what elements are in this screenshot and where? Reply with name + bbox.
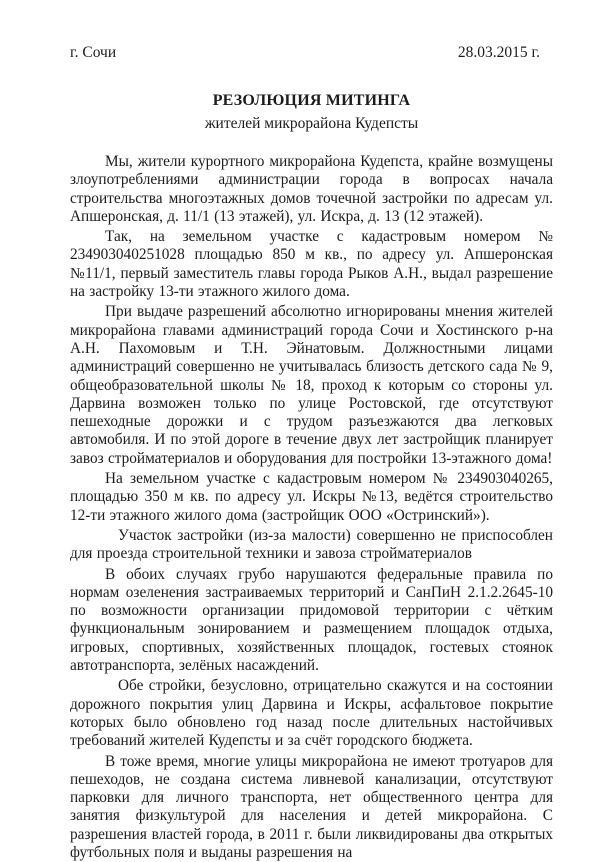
paragraph-4: На земельном участке с кадастровым номером № 234903040265, площадью 350 м кв. по адресу ул. Искры №13, ведётся строительство 12-ти этажного жилого дома (застройщик ООО «Остринский»).	[70, 470, 553, 525]
document-subtitle: жителей микрорайона Кудепсты	[70, 114, 553, 133]
document-body	[70, 153, 553, 862]
paragraph-2: Так, на земельном участке с кадастровым номером № 234903040251028 площадью 850 м кв., по адресу ул. Апшеронская №11/1, первый заместитель главы города Рыков А.Н., выдал разрешение на застройку 13-ти этажного жилого дома.	[70, 228, 553, 301]
header-date: 28.03.2015 г.	[458, 44, 540, 62]
document-title: РЕЗОЛЮЦИЯ МИТИНГА	[70, 91, 553, 110]
paragraph-3: При выдаче разрешений абсолютно игнорированы мнения жителей микрорайона главами администраций города Сочи и Хостинского р-на А.Н. Пахомовым и Т.Н. Эйнатовым. Должностными лицами администраций совершенно не учитывалась близость детского сада № 9, общеобразовательной школы № 18, проход к которым со стороны ул. Дарвина возможен только по улице Ростовской, где отсутствуют пешеходные дорожки и с трудом разъезжаются два легковых автомобиля. И по этой дороге в течение двух лет застройщик планирует завоз стройматериалов и оборудования для постройки 13-этажного дома!	[70, 303, 553, 468]
paragraph-1: Мы, жители курортного микрорайона Кудепста, крайне возмущены злоупотреблениями администрации города в вопросах начала строительства многоэтажных домов точечной застройки по адресам ул. Апшеронская, д. 11/1 (13 этажей), ул. Искра, д. 13 (12 этажей).	[70, 153, 553, 226]
header-place: г. Сочи	[70, 44, 116, 62]
paragraph-5: Участок застройки (из-за малости) совершенно не приспособлен для проезда строительной техники и завоза стройматериалов	[70, 527, 553, 564]
paragraph-8: В тоже время, многие улицы микрорайона не имеют тротуаров для пешеходов, не создана система ливневой канализации, отсутствуют парковки для личного транспорта, нет общественного центра для занятия физкультурой для населения и детей микрорайона. С разрешения властей города, в 2011 г. были ликвидированы два открытых футбольных поля и выданы разрешения на	[70, 753, 553, 862]
paragraph-6: В обоих случаях грубо нарушаются федеральные правила по нормам озеленения застраиваемых территорий и СанПиН 2.1.2.2645-10 по возможности организации придомовой территории с чётким функциональным зонированием и размещением площадок отдыха, игровых, спортивных, хозяйственных площадок, гостевых стоянок автотранспорта, зелёных насаждений.	[70, 566, 553, 676]
document-header	[70, 44, 553, 62]
paragraph-7: Обе стройки, безусловно, отрицательно скажутся и на состоянии дорожного покрытия улиц Дарвина и Искры, асфальтовое покрытие которых было обновлено год назад после длительных настойчивых требований жителей Кудепсты и за счёт городского бюджета.	[70, 677, 553, 750]
